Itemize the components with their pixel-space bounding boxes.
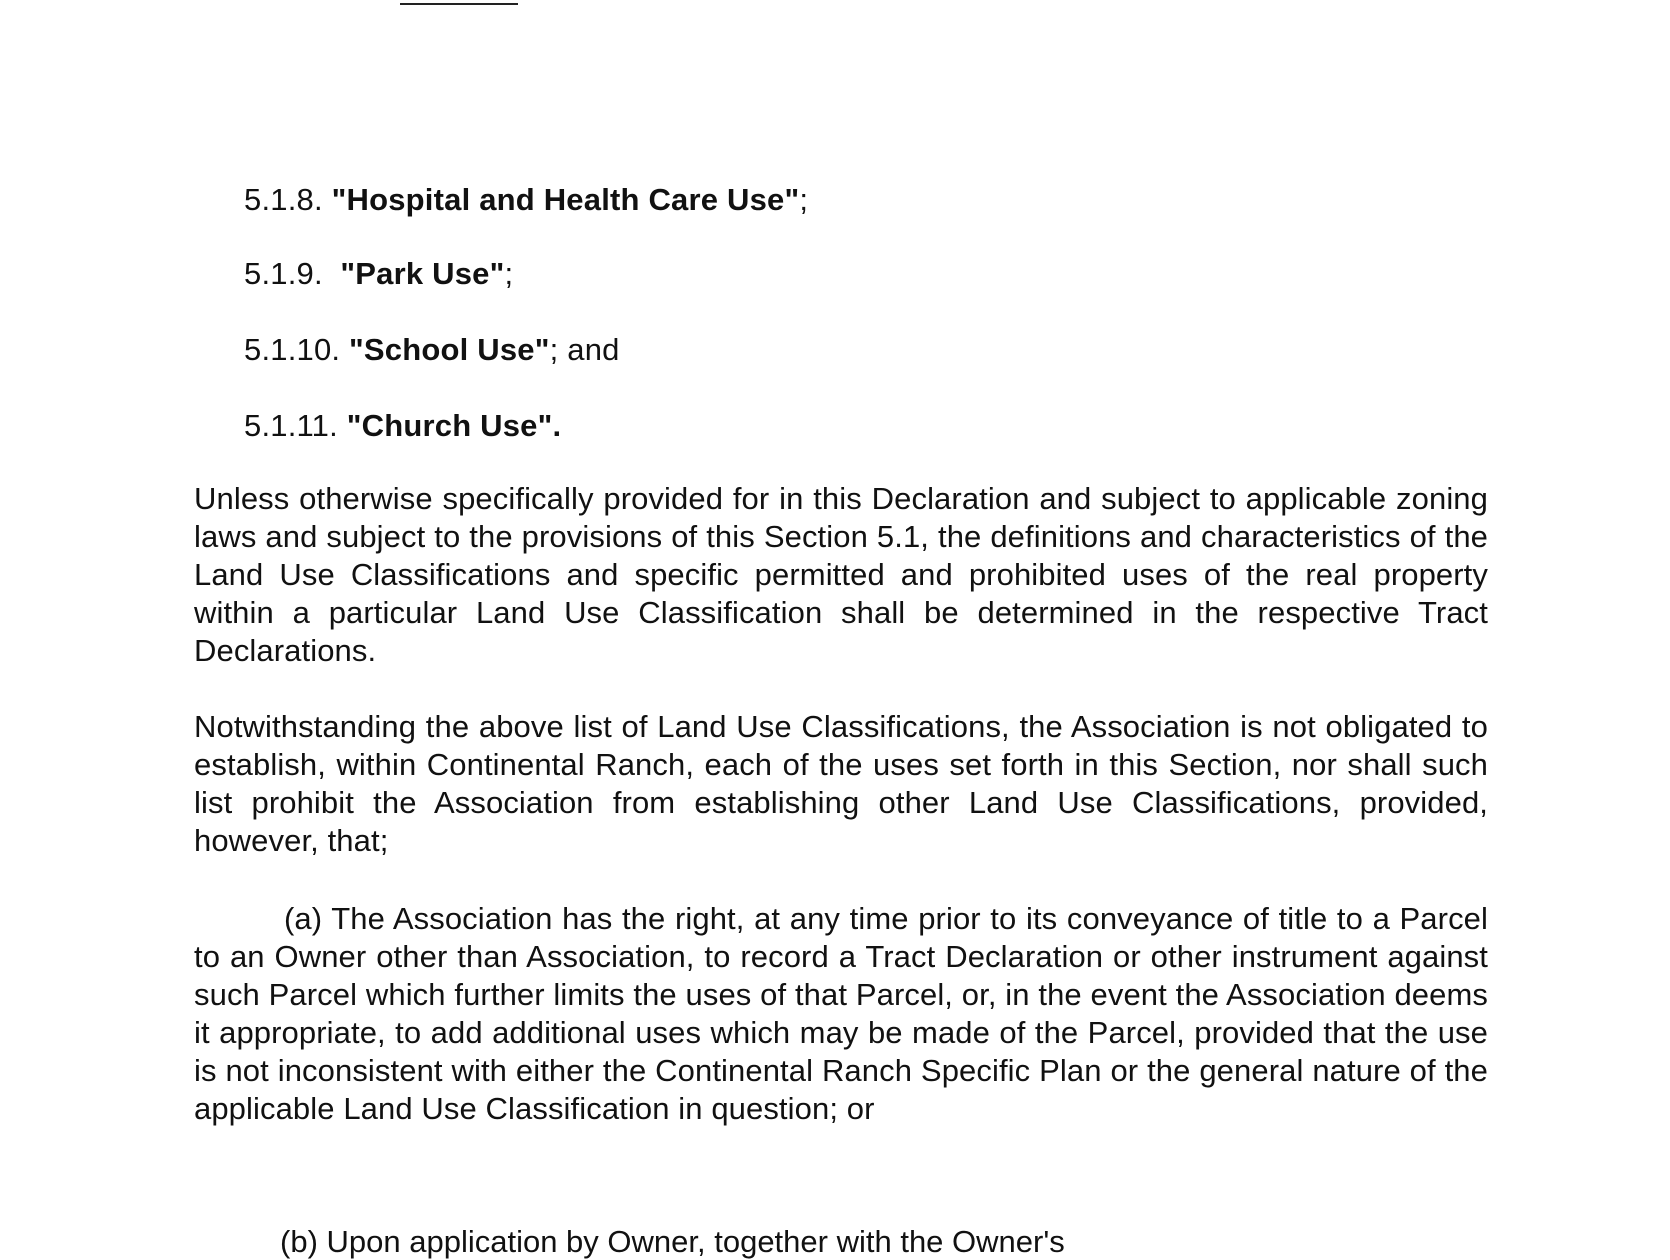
paragraph-land-use-definitions: Unless otherwise specifically provided for in this Declaration and subject to applicable zoning laws and subject to the provisions of this Section 5.1, the definitions and characteristics of the Land Use Classifications and specific permitted and prohibited uses of the real property within a particular Land Use Classification shall be determined in the respective Tract Declarations. [194, 481, 1488, 668]
list-item-5-1-10 [244, 332, 620, 368]
top-underline-rule [400, 3, 518, 5]
list-item-5-1-11 [244, 408, 561, 444]
paragraph-notwithstanding: Notwithstanding the above list of Land Use Classifications, the Association is not obligated to establish, within Continental Ranch, each of the uses set forth in this Section, nor shall such list prohibit the Association from establishing other Land Use Classifications, provided, however, that; [194, 709, 1488, 858]
list-item-suffix: ; [504, 256, 514, 291]
subsection-b-text: (b) Upon application by Owner, together with the Owner's [280, 1224, 1065, 1259]
list-item-5-1-9 [244, 256, 513, 292]
list-item-number: 5.1.11. [244, 408, 338, 443]
paragraph-subsection-b-cutoff [280, 1224, 1180, 1259]
list-item-number: 5.1.8. [244, 182, 323, 217]
list-item-suffix: ; [799, 182, 809, 217]
list-item-term: "Hospital and Health Care Use" [331, 182, 800, 217]
list-item-suffix: ; and [549, 332, 620, 367]
paragraph-subsection-a: (a) The Association has the right, at any time prior to its conveyance of title to a Parcel to an Owner other than Association, to record a Tract Declaration or other instrument against such Parcel which further limits the uses of that Parcel, or, in the event the Association deems it appropriate, to add additional uses which may be made of the Parcel, provided that the use is not inconsistent with either the Continental Ranch Specific Plan or the general nature of the applicable Land Use Classification in question; or [194, 901, 1488, 1126]
list-item-number: 5.1.9. [244, 256, 323, 291]
list-item-term: "Park Use" [340, 256, 505, 291]
list-item-term: "School Use" [349, 332, 550, 367]
list-item-term: "Church Use". [346, 408, 562, 443]
list-item-5-1-8 [244, 182, 808, 218]
list-item-number: 5.1.10. [244, 332, 341, 367]
